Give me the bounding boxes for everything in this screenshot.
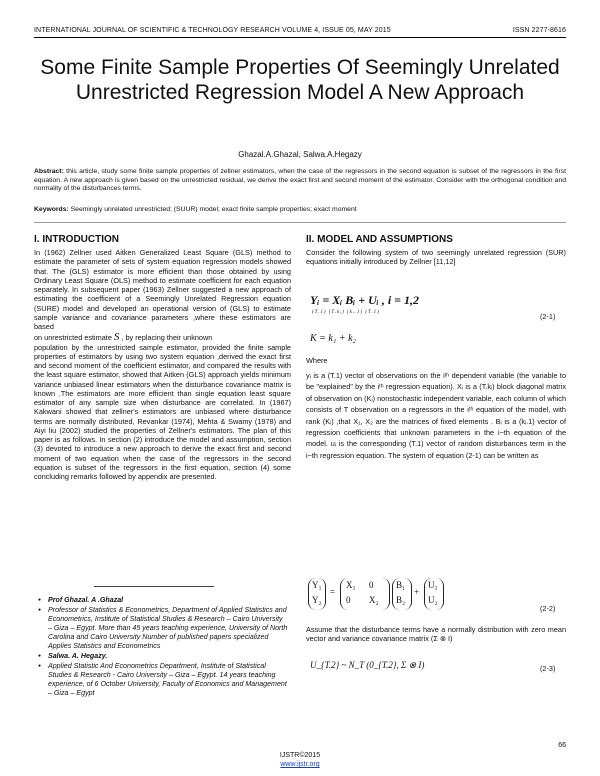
where-label: Where xyxy=(306,356,328,365)
matrix-x2: X₂ xyxy=(369,595,379,605)
matrix-U xyxy=(424,578,444,610)
matrix-Y xyxy=(308,578,326,610)
matrix-y2: Y₂ xyxy=(312,595,322,605)
equation-number: (2-2) xyxy=(540,604,556,613)
author-footnotes xyxy=(38,596,288,699)
matrix-u1: U₁ xyxy=(428,580,438,590)
matrix-x1: X₁ xyxy=(346,580,356,590)
authors: Ghazal.A.Ghazal, Salwa.A.Hegazy xyxy=(238,150,362,159)
keywords-text: Seemingly unrelated unrestricted; (SUUR) model; exact finite sample properties; exact moment xyxy=(68,206,357,213)
equation-2-2 xyxy=(308,578,478,612)
intro-paragraph-1: In (1962) Zellner used Aitken Generalized Least Square (GLS) method to estimate the parameter of sets of system equation regression models showed that. The (GLS) estimator is more efficient than those obtained by using Ordinary Least Square (OLS) method to estimate coefficient for each equation separately. In subsequent paper (1963) Zellner suggested a new approach of estimating the coefficient of a Seemingly Unrelated Regression equation (SURE) model and developed an operational version of (GLS) to estimate sample variance and covariance parameters ,where these estimators are based xyxy=(34,248,291,331)
equation-K: K = k₁ + k₂ xyxy=(310,333,356,344)
intro-estimate-line: on unrestricted estimate S , by replacing their unknown xyxy=(34,331,213,344)
section-heading-model: II. MODEL AND ASSUMPTIONS xyxy=(306,234,453,245)
abstract-label: Abstract: xyxy=(34,168,64,175)
keywords xyxy=(34,206,566,213)
matrix-b2: B₂ xyxy=(396,595,406,605)
matrix-u2: U₂ xyxy=(428,595,438,605)
symbol-S: S xyxy=(113,331,120,344)
introduction-body xyxy=(34,248,291,481)
copyright: IJSTR©2015 xyxy=(279,752,321,759)
equation-number: (2-1) xyxy=(540,312,556,321)
section-heading-introduction: I. INTRODUCTION xyxy=(34,234,119,245)
footnote-item: ● Salwa. A. Hegazy. xyxy=(38,652,288,661)
model-intro: Consider the following system of two seemingly unrelated regression (SUR) equations initially introduced by Zellner [11,12] xyxy=(306,248,566,267)
matrix-zero: 0 xyxy=(346,595,351,605)
matrix-b1: B₁ xyxy=(396,580,406,590)
abstract-text: this article, study some finite sample properties of zellner estimators, when the case of the regressors in the second equation is subset of the regressors in the first equation. A new approach is given based on the unrestricted residual, we derive the exact first and second moment of the estimator. Consider with the orthogonal condition and normality of the disturbances terms. xyxy=(34,168,566,193)
variable-definitions: yᵢ is a (T.1) vector of observations on the iᵗʰ dependent variable (the variable to be "explained" by the iᵗʰ regression equation). Xᵢ is a (T.kᵢ) block diagonal matrix of observation on (Kᵢ) nonstochastic independent variable, each column of which consists of T observation on a regressors in the iᵗʰ equation of the model, with rank (Kᵢ) ,that X₁, X₂ are the matrices of fixed elements . Bᵢ is a (kᵢ.1) vector of regression coefficients that unknown parameters in the i−th equation of the model. uᵢ is the corresponding (T.1) vector of random disturbances term in the i−th regression equation. The system of equation (2-1) can be written as xyxy=(306,371,566,460)
equation-2-1-dimensions: (T.1) (T.kᵢ) (kᵢ.1) (T.1) xyxy=(312,310,380,315)
abstract xyxy=(34,168,566,194)
journal-url-link[interactable]: www.ijstr.org xyxy=(280,761,320,768)
equals-sign: = xyxy=(330,587,336,597)
intro-paragraph-2: population by the unrestricted sample estimator, provided the finite sample properties of estimators by using two system equation ,derived the exact first and second moment of the coefficient estimator, and compared the results with the least square estimator, showed that Aitken (GLS) approach yields minimum variance unbiased linear estimators when the disturbance covariance matrix is known .The estimators are more efficient than single equation least square estimator of any sample size when disturbance are correlated. In (1967) Kakwani showed that zellner's estimators are unbiased where disturbance terms are normally distributed, Revankar (1974), Mehta & Swamy (1978) and Aiyi liu (2002) studied the properties of Zellner's estimators. The plan of this paper is as follows. In section (2) introduce the model and assumption, section (3) devoted to introduce a new approach to derive the exact first and second moment of two equation when the case of the regressors in the second equation is subset of the regressors in the first equation, section (4) some concluding remarks followed by appendix are presented. xyxy=(34,342,291,481)
matrix-X xyxy=(340,578,390,610)
journal-header: INTERNATIONAL JOURNAL OF SCIENTIFIC & TECHNOLOGY RESEARCH VOLUME 4, ISSUE 05, MAY 2015 xyxy=(34,27,391,34)
issn-label: ISSN 2277-8616 xyxy=(512,27,566,34)
page-number: 66 xyxy=(558,742,566,749)
equation-number: (2-3) xyxy=(540,664,556,673)
abstract-divider xyxy=(34,222,566,223)
keywords-label: Keywords: xyxy=(34,206,69,213)
matrix-y1: Y₁ xyxy=(312,580,322,590)
journal-url-wrap xyxy=(0,761,600,768)
plus-sign: + xyxy=(414,587,420,597)
equation-2-1: Yᵢ = Xᵢ Bᵢ + Uᵢ , i = 1,2 xyxy=(310,293,419,307)
footnote-divider xyxy=(94,586,214,587)
matrix-B xyxy=(392,578,412,610)
footnote-item: ● Professor of Statistics & Econometrics, Department of Applied Statistics and Econometrics, Institute of Statistical Studies & Research – Cairo University – Giza – Egypt. More than 45 years teaching experience, University of North Carolina and Cairo University Number of published papers specialized Applies Statistics and Econometrics xyxy=(38,606,288,651)
assumption-text: Assume that the disturbance terms have a normally distribution with zero mean vector and variance covariance matrix (Σ ⊗ I) xyxy=(306,625,566,644)
header-divider xyxy=(34,37,566,38)
footnote-item: ● Applied Statistic And Econometrics Department, Institute of Statistical Studies & Research - Cairo University – Giza – Egypt. 14 years teaching experience, of 6 October University, Faculty of Economics and Management – Giza – Egypt xyxy=(38,662,288,698)
paper-title: Some Finite Sample Properties Of Seemingly Unrelated Unrestricted Regression Model A New Approach xyxy=(40,56,560,104)
equation-2-3: U_{T.2} ~ N_T (0_{T.2}, Σ ⊗ I) xyxy=(310,660,425,670)
footnote-item: ● Prof Ghazal. A .Ghazal xyxy=(38,596,288,605)
matrix-zero: 0 xyxy=(369,580,374,590)
